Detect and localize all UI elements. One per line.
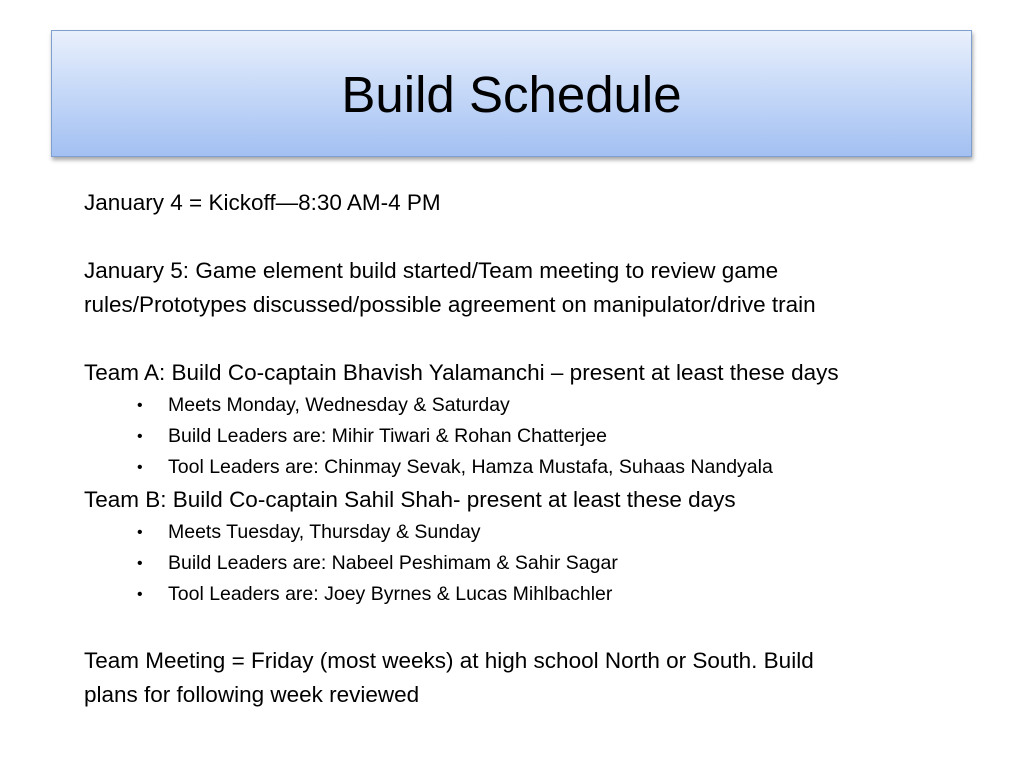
kickoff-line: January 4 = Kickoff—8:30 AM-4 PM	[84, 190, 441, 215]
team-a-bullet	[84, 421, 984, 452]
bullet-icon: •	[137, 586, 143, 603]
slide-title: Build Schedule	[341, 66, 682, 123]
spacer	[84, 322, 984, 356]
team-meeting-line-1: Team Meeting = Friday (most weeks) at high school North or South. Build	[84, 648, 814, 673]
spacer	[84, 220, 984, 254]
bullet-icon: •	[137, 459, 143, 476]
team-b-bullet	[84, 517, 984, 548]
bullet-text: Tool Leaders are: Joey Byrnes & Lucas Mihlbachler	[168, 583, 613, 605]
team-meeting-line-2: plans for following week reviewed	[84, 682, 420, 707]
bullet-icon: •	[137, 397, 143, 414]
title-box	[51, 30, 972, 157]
bullet-icon: •	[137, 524, 143, 541]
team-b-bullet-list	[84, 517, 984, 610]
slide-body	[84, 186, 984, 712]
bullet-text: Meets Monday, Wednesday & Saturday	[168, 394, 510, 416]
jan5-line-1: January 5: Game element build started/Team meeting to review game	[84, 258, 779, 283]
bullet-text: Build Leaders are: Nabeel Peshimam & Sahir Sagar	[168, 552, 618, 574]
team-a-bullet	[84, 452, 984, 483]
bullet-icon: •	[137, 428, 143, 445]
bullet-text: Meets Tuesday, Thursday & Sunday	[168, 521, 481, 543]
team-b-heading: Team B: Build Co-captain Sahil Shah- present at least these days	[84, 487, 736, 512]
team-a-bullet-list	[84, 390, 984, 483]
team-b-bullet	[84, 548, 984, 579]
team-b-bullet	[84, 579, 984, 610]
team-a-heading: Team A: Build Co-captain Bhavish Yalamanchi – present at least these days	[84, 360, 839, 385]
bullet-icon: •	[137, 555, 143, 572]
jan5-line-2: rules/Prototypes discussed/possible agreement on manipulator/drive train	[84, 292, 816, 317]
bullet-text: Build Leaders are: Mihir Tiwari & Rohan Chatterjee	[168, 425, 607, 447]
team-a-bullet	[84, 390, 984, 421]
spacer	[84, 610, 984, 644]
bullet-text: Tool Leaders are: Chinmay Sevak, Hamza Mustafa, Suhaas Nandyala	[168, 456, 773, 478]
